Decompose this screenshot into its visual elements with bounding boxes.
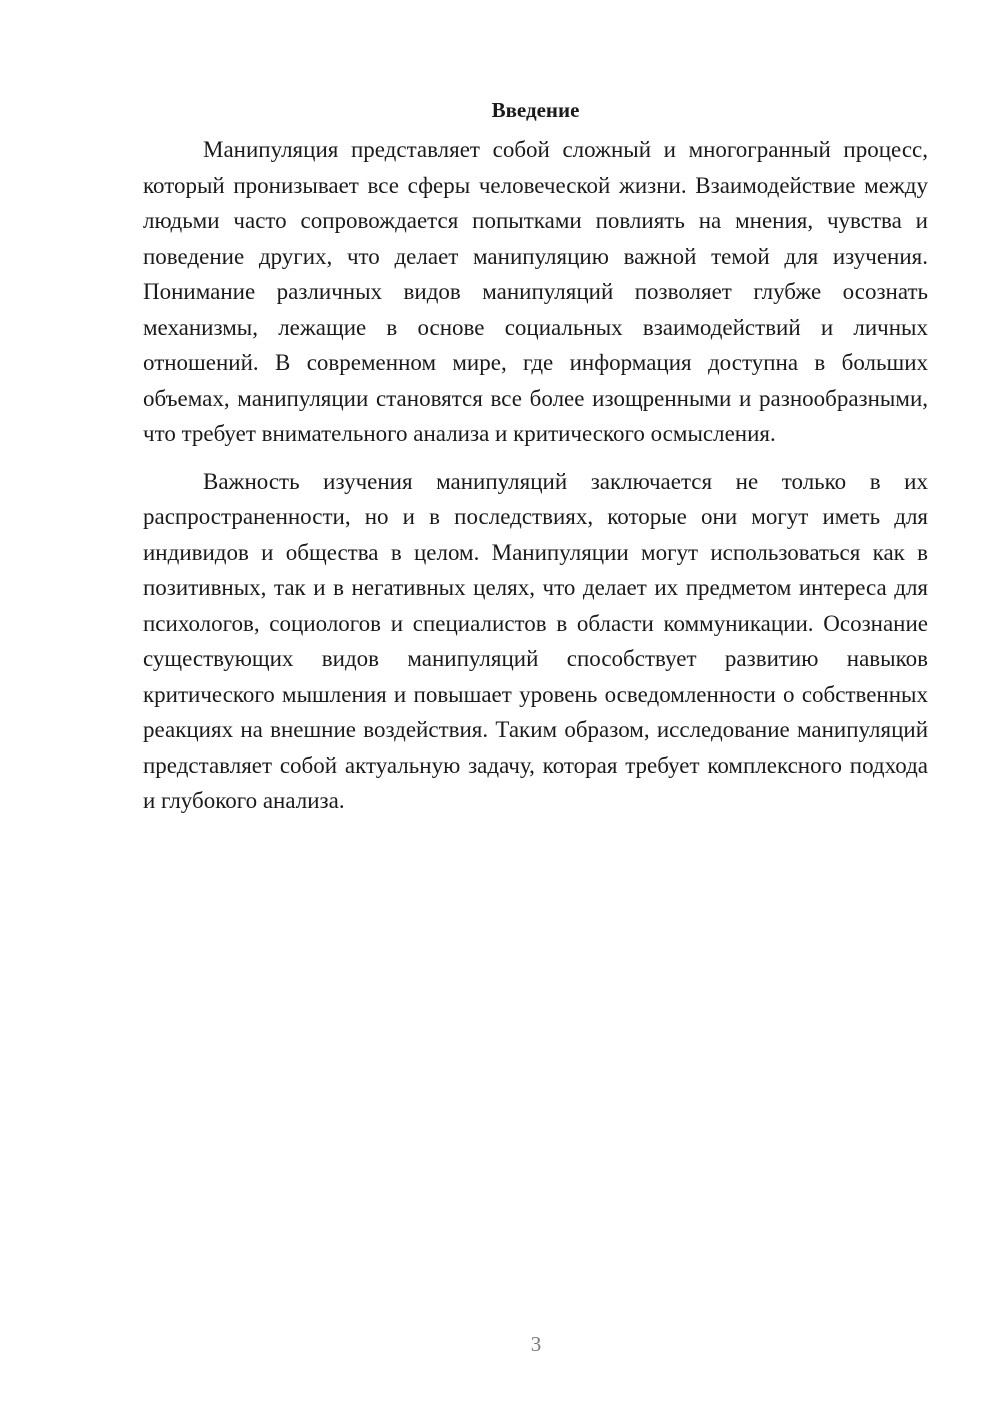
page-content: [143, 92, 928, 819]
page-number: 3: [530, 1332, 542, 1356]
section-heading: Введение: [491, 98, 580, 122]
paragraph-1: Манипуляция представляет собой сложный и многогранный процесс, который пронизывает все сферы человеческой жизни. Взаимодействие между людьми часто сопровождается попытками повлиять на мнения, чувства и поведение других, что делает манипуляцию важной темой для изучения. Понимание различных видов манипуляций позволяет глубже осознать механизмы, лежащие в основе социальных взаимодействий и личных отношений. В современном мире, где информация доступна в больших объемах, манипуляции становятся все более изощренными и разнообразными, что требует внимательного анализа и критического осмысления.: [143, 137, 928, 446]
paragraph-2: Важность изучения манипуляций заключается не только в их распространенности, но и в последствиях, которые они могут иметь для индивидов и общества в целом. Манипуляции могут использоваться как в позитивных, так и в негативных целях, что делает их предметом интереса для психологов, социологов и специалистов в области коммуникации. Осознание существующих видов манипуляций способствует развитию навыков критического мышления и повышает уровень осведомленности о собственных реакциях на внешние воздействия. Таким образом, исследование манипуляций представляет собой актуальную задачу, которая требует комплексного подхода и глубокого анализа.: [143, 468, 928, 813]
